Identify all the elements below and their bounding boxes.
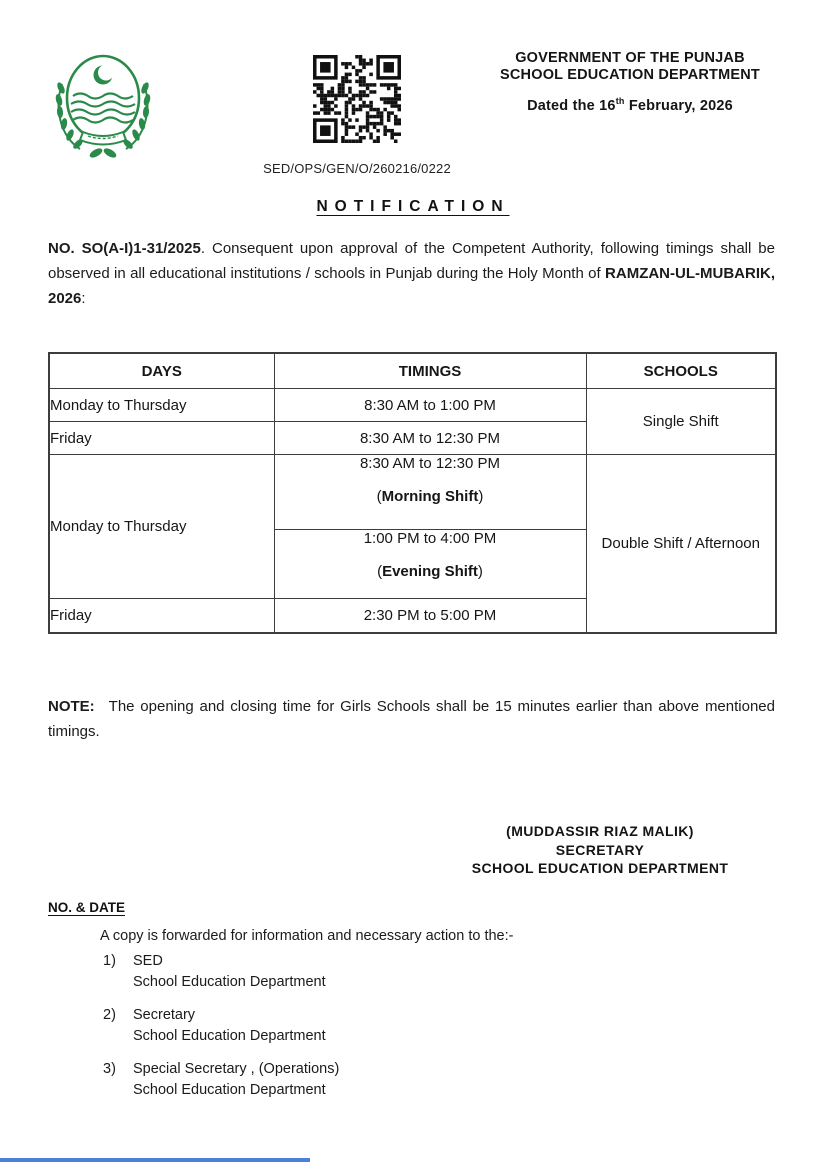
note-label: NOTE: <box>48 698 95 715</box>
letterhead-org-line2: SCHOOL EDUCATION DEPARTMENT <box>500 67 760 83</box>
letterhead <box>470 50 790 115</box>
cell-days-friday-double: Friday <box>49 599 274 633</box>
reference-number: SED/OPS/GEN/O/260216/0222 <box>263 161 451 176</box>
letterhead-org-line1: GOVERNMENT OF THE PUNJAB <box>515 50 745 66</box>
list-item-text: Special Secretary , (Operations) School Education Department <box>133 1061 340 1098</box>
table-row <box>49 455 776 530</box>
cell-timing-morning-shift <box>274 455 586 530</box>
cell-days-mon-thu-double: Monday to Thursday <box>49 455 274 599</box>
morning-shift-label: (Morning Shift) <box>376 488 484 505</box>
list-item-text: Secretary School Education Department <box>133 1007 326 1044</box>
signature-block <box>430 822 770 878</box>
evening-shift-label: (Evening Shift) <box>377 563 483 580</box>
list-item-number: 2) <box>103 1007 116 1023</box>
cell-days-mon-thu-single: Monday to Thursday <box>49 389 274 422</box>
date-ordinal-superscript: th <box>615 96 625 106</box>
evening-timing: 1:00 PM to 4:00 PM <box>363 530 497 547</box>
list-item-number: 1) <box>103 953 116 969</box>
footer-divider-line <box>0 1158 310 1162</box>
signatory-department: SCHOOL EDUCATION DEPARTMENT <box>471 860 729 876</box>
list-item <box>103 1059 339 1101</box>
distribution-list <box>103 951 339 1113</box>
morning-timing: 8:30 AM to 12:30 PM <box>359 455 501 472</box>
column-header-timings: TIMINGS <box>274 353 586 389</box>
list-item <box>103 951 339 993</box>
notification-number: NO. SO(A-I)1-31/2025 <box>48 240 201 257</box>
column-header-schools: SCHOOLS <box>586 353 776 389</box>
cell-timing-mon-thu-single: 8:30 AM to 1:00 PM <box>274 389 586 422</box>
note-paragraph: NOTE: The opening and closing time for Girls Schools shall be 15 minutes earlier than above mentioned timings. <box>48 698 775 740</box>
cell-timing-evening-shift <box>274 530 586 599</box>
body-paragraph: NO. SO(A-I)1-31/2025. Consequent upon approval of the Competent Authority, following timings shall be observed in all educational institutions / schools in Punjab during the Holy Month of RAMZAN-UL-MUBARIK, 2026: <box>48 240 775 307</box>
letterhead-date: Dated the 16th February, 2026 <box>527 96 733 114</box>
list-item-text: SED School Education Department <box>133 953 326 990</box>
cell-timing-friday-single: 8:30 AM to 12:30 PM <box>274 422 586 455</box>
timings-table <box>48 352 777 634</box>
copy-forwarded-intro: A copy is forwarded for information and necessary action to the:- <box>100 928 514 944</box>
punjab-government-emblem-icon <box>46 50 160 160</box>
column-header-days: DAYS <box>49 353 274 389</box>
table-header-row <box>49 353 776 389</box>
table-row <box>49 389 776 422</box>
signatory-name: (MUDDASSIR RIAZ MALIK) <box>506 823 694 839</box>
cell-school-single-shift: Single Shift <box>586 389 776 455</box>
qr-code-icon <box>313 55 401 143</box>
list-item-number: 3) <box>103 1061 116 1077</box>
signatory-title: SECRETARY <box>555 841 645 858</box>
cell-timing-friday-double: 2:30 PM to 5:00 PM <box>274 599 586 633</box>
cell-school-double-shift: Double Shift / Afternoon <box>586 455 776 633</box>
ramzan-emphasis: RAMZAN-UL-MUBARIK, 2026 <box>48 265 775 307</box>
document-title: NOTIFICATION <box>316 198 510 215</box>
list-item <box>103 1005 339 1047</box>
no-and-date-heading: NO. & DATE <box>48 900 125 915</box>
cell-days-friday-single: Friday <box>49 422 274 455</box>
